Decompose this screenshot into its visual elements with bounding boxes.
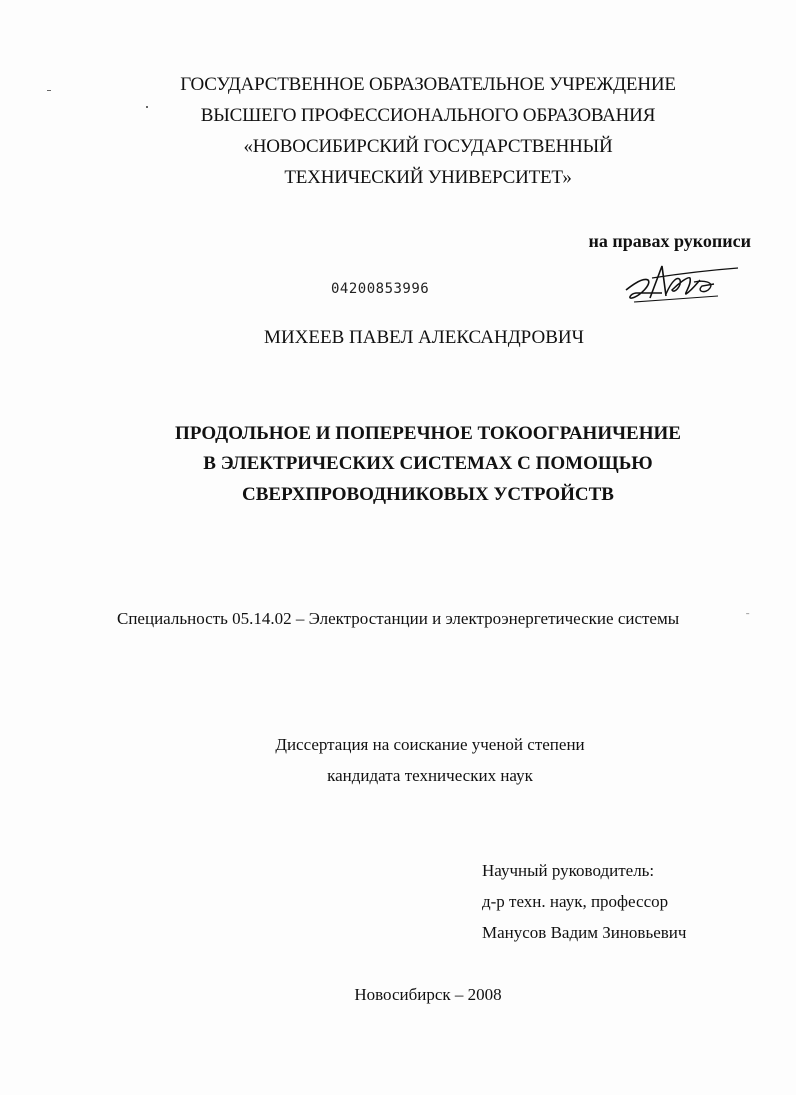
institution-line-1: ГОСУДАРСТВЕННОЕ ОБРАЗОВАТЕЛЬНОЕ УЧРЕЖДЕНИЕ: [180, 74, 676, 95]
author-name: МИХЕЕВ ПАВЕЛ АЛЕКСАНДРОВИЧ: [264, 327, 584, 348]
supervisor-label: Научный руководитель:: [482, 861, 655, 880]
rights-label: на правах рукописи: [588, 231, 751, 251]
institution-line-2: ВЫСШЕГО ПРОФЕССИОНАЛЬНОГО ОБРАЗОВАНИЯ: [200, 105, 656, 126]
title-line-2: В ЭЛЕКТРИЧЕСКИХ СИСТЕМАХ С ПОМОЩЬЮ: [203, 453, 653, 474]
signature-icon: [622, 260, 742, 310]
supervisor-name: Манусов Вадим Зиновьевич: [482, 923, 687, 942]
title-line-3: СВЕРХПРОВОДНИКОВЫХ УСТРОЙСТВ: [242, 484, 614, 505]
dissertation-line-1: Диссертация на соискание ученой степени: [275, 735, 585, 754]
institution-line-3: «НОВОСИБИРСКИЙ ГОСУДАРСТВЕННЫЙ: [243, 136, 613, 157]
title-line-1: ПРОДОЛЬНОЕ И ПОПЕРЕЧНОЕ ТОКООГРАНИЧЕНИЕ: [175, 423, 681, 444]
supervisor-degree: д-р техн. наук, профессор: [482, 892, 669, 911]
inventory-number: 04200853996: [331, 281, 430, 297]
dissertation-line-2: кандидата технических наук: [327, 766, 533, 785]
scan-speck: ˉ: [746, 612, 750, 623]
specialty: Специальность 05.14.02 – Электростанции и электроэнергетические системы: [117, 609, 680, 628]
city-year: Новосибирск – 2008: [354, 985, 502, 1004]
institution-line-4: ТЕХНИЧЕСКИЙ УНИВЕРСИТЕТ»: [284, 167, 572, 188]
